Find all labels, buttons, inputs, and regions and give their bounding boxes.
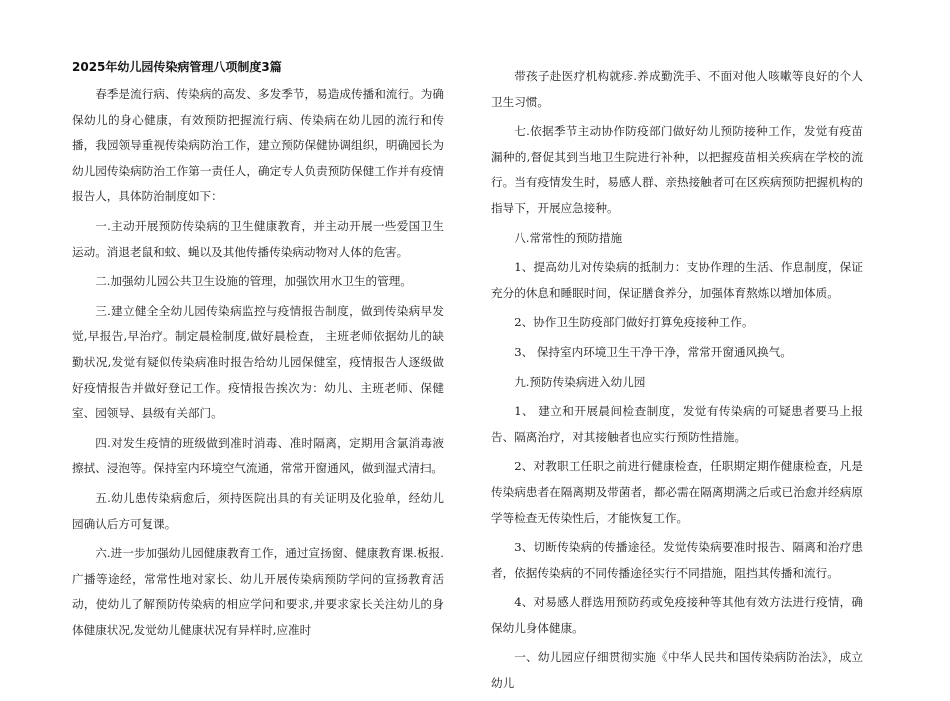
intro-paragraph: 春季是流行病、传染病的高发、多发季节，易造成传播和流行。为确保幼儿的身心健康，有效预防把握流行病、传染病在幼儿园的流行和传播，我园领导重视传染病防治工作，建立预防保健协调组织，明确园长为幼儿园传染病防治工作第一责任人，确定专人负责预防保健工作并有疫情报告人，具体防治制度如下：	[72, 87, 444, 204]
rule-3-paragraph: 三.建立健全全幼儿园传染病监控与疫情报告制度，做到传染病早发觉,早报告,早治疗。制定晨检制度,做好晨检查， 主班老师依据幼儿的缺勤状况,发觉有疑似传染病准时报告给幼儿园保健室，疫情报告人逐级做好疫情报告并做好登记工作。疫情报告挨次为：幼儿、主班老师、保健室、园领导、县级有关部门。	[72, 303, 444, 421]
rule-2-paragraph: 二.加强幼儿园公共卫生设施的管理，加强饮用水卫生的管理。	[95, 274, 412, 289]
section-8-item-1: 1、提高幼儿对传染病的抵制力：支协作理的生活、作息制度，保证充分的休息和睡眠时间，保证膳食养分，加强体育熬炼以增加体质。	[491, 260, 863, 300]
section-9-item-3: 3、切断传染病的传播途径。发觉传染病要准时报告、隔离和治疗患者，依据传染病的不同传播途径实行不同措施，阻挡其传播和流行。	[491, 540, 863, 580]
rule-6-continued-paragraph: 带孩子赴医疗机构就疹.养成勤洗手、不面对他人咳嗽等良好的个人卫生习惯。	[491, 69, 863, 109]
part-2-opening-paragraph: 一、幼儿园应仔细贯彻实施《中华人民共和国传染病防治法》，成立幼儿	[491, 650, 863, 691]
rule-5-paragraph: 五.幼儿患传染病愈后，须持医院出具的有关证明及化验单，经幼儿园确认后方可复课。	[72, 490, 444, 531]
rule-7-paragraph: 七.依据季节主动协作防疫部门做好幼儿预防接种工作，发觉有疫苗漏种的,督促其到当地卫生院进行补种，以把握疫苗相关疾病在学校的流行。当有疫情发生时，易感人群、亲热接触者可在区疾病预防把握机构的指导下，开展应急接种。	[491, 124, 863, 215]
document-title: 2025年幼儿园传染病管理八项制度3篇	[72, 60, 282, 74]
section-9-item-2: 2、对教职工任职之前进行健康检查，任职期定期作健康检查，凡是传染病患者在隔离期及带菌者，都必需在隔离期满之后或已治愈并经病原学等检查无传染性后，才能恢复工作。	[491, 459, 863, 525]
section-9-item-4: 4、对易感人群选用预防药或免疫接种等其他有效方法进行疫情，确保幼儿身体健康。	[491, 595, 863, 635]
section-8-item-2: 2、协作卫生防疫部门做好打算免疫接种工作。	[514, 315, 754, 330]
section-9-item-1: 1、 建立和开展晨间检查制度，发觉有传染病的可疑患者要马上报告、隔离治疗，对其接触者也应实行预防性措施。	[491, 404, 863, 444]
rule-6-paragraph: 六.进一步加强幼儿园健康教育工作，通过宣扬窗、健康教育课.板报.广播等途经，常常性地对家长、幼儿开展传染病预防学问的宣扬教育活动，使幼儿了解预防传染病的相应学问和要求,并要求家长关注幼儿的身体健康状况,发觉幼儿健康状况有异样时,应准时	[72, 546, 444, 637]
right-column	[491, 64, 863, 701]
left-column	[72, 58, 444, 647]
section-9-heading: 九.预防传染病进入幼儿园	[514, 374, 646, 389]
section-8-heading: 八.常常性的预防措施	[514, 230, 623, 245]
rule-1-paragraph: 一.主动开展预防传染病的卫生健康教育，并主动开展一些爱国卫生运动。消退老鼠和蚊、蝇以及其他传播传染病动物对人体的危害。	[72, 218, 444, 259]
rule-4-paragraph: 四.对发生疫情的班级做到准时消毒、准时隔离，定期用含氯消毒液擦拭、浸泡等。保持室内环境空气流通，常常开窗通风，做到湿式清扫。	[72, 435, 444, 476]
section-8-item-3: 3、 保持室内环境卫生干净干净，常常开窗通风换气。	[514, 344, 792, 359]
